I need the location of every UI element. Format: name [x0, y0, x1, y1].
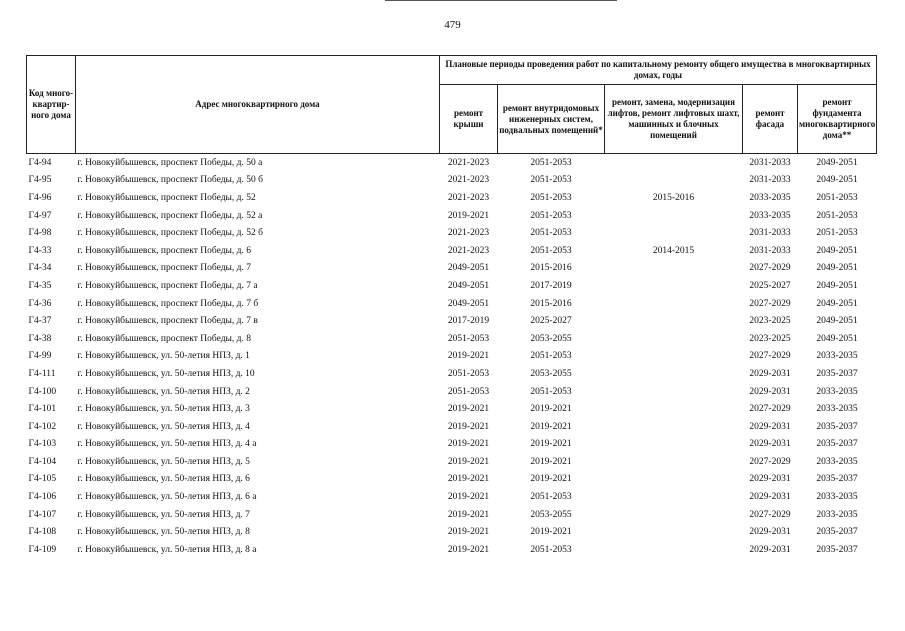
cell-code: Г4-106 — [28, 492, 57, 503]
cell-address: г. Новокуйбышевск, ул. 50-летия НПЗ, д. 6 а — [77, 492, 257, 503]
cell-elevators — [605, 295, 743, 313]
cell-roof: 2019-2021 — [447, 492, 490, 503]
cell-foundation: 2035-2037 — [816, 527, 858, 538]
cell-elevators: 2014-2015 — [652, 245, 695, 256]
cell-elevators — [605, 348, 743, 366]
cell-facade: 2027-2029 — [749, 456, 791, 467]
cell-roof: 2019-2021 — [447, 210, 490, 221]
header-periods-group: Плановые периоды проведения работ по капитальному ремонту общего имущества в многоквартирных домах, годы — [440, 56, 877, 85]
cell-facade: 2029-2031 — [749, 474, 791, 485]
cell-foundation: 2051-2053 — [816, 228, 858, 239]
cell-engineering: 2051-2053 — [530, 192, 572, 203]
cell-roof: 2021-2023 — [447, 228, 490, 239]
cell-address: г. Новокуйбышевск, проспект Победы, д. 50 б — [77, 175, 263, 186]
cell-address: г. Новокуйбышевск, проспект Победы, д. 52 б — [77, 228, 263, 239]
cell-engineering: 2051-2053 — [530, 210, 572, 221]
cell-roof: 2021-2023 — [447, 245, 490, 256]
cell-roof: 2049-2051 — [447, 263, 490, 274]
cell-roof: 2019-2021 — [447, 421, 490, 432]
cell-elevators — [605, 488, 743, 506]
cell-facade: 2029-2031 — [749, 544, 791, 555]
cell-elevators — [605, 436, 743, 454]
cell-foundation: 2035-2037 — [816, 368, 858, 379]
cell-code: Г4-103 — [28, 439, 57, 450]
table-row — [27, 260, 877, 278]
cell-engineering: 2051-2053 — [530, 175, 572, 186]
cell-roof: 2019-2021 — [447, 544, 490, 555]
cell-facade: 2027-2029 — [749, 298, 791, 309]
cell-engineering: 2015-2016 — [530, 263, 572, 274]
cell-foundation: 2035-2037 — [816, 439, 858, 450]
cell-code: Г4-96 — [28, 192, 52, 203]
cell-roof: 2021-2023 — [447, 192, 490, 203]
cell-address: г. Новокуйбышевск, проспект Победы, д. 7 б — [77, 298, 259, 309]
cell-roof: 2019-2021 — [447, 404, 490, 415]
table-row — [27, 383, 877, 401]
cell-roof: 2049-2051 — [447, 298, 490, 309]
table-row — [27, 172, 877, 190]
cell-address: г. Новокуйбышевск, ул. 50-летия НПЗ, д. 4 а — [77, 439, 257, 450]
table-row — [27, 436, 877, 454]
cell-address: г. Новокуйбышевск, ул. 50-летия НПЗ, д. 2 — [77, 386, 250, 397]
cell-roof: 2019-2021 — [447, 474, 490, 485]
cell-elevators — [605, 224, 743, 242]
cell-address: г. Новокуйбышевск, ул. 50-летия НПЗ, д. 10 — [77, 368, 255, 379]
cell-elevators — [605, 312, 743, 330]
cell-foundation: 2033-2035 — [816, 386, 858, 397]
cell-engineering: 2051-2053 — [498, 154, 605, 172]
cell-code: Г4-95 — [28, 175, 52, 186]
cell-roof: 2051-2053 — [447, 386, 490, 397]
cell-engineering: 2019-2021 — [530, 474, 572, 485]
cell-elevators — [605, 260, 743, 278]
table-row — [27, 365, 877, 383]
cell-facade: 2031-2033 — [749, 245, 791, 256]
header-roof: ремонт крыши — [440, 85, 498, 154]
cell-engineering: 2053-2055 — [530, 509, 572, 520]
cell-code: Г4-37 — [28, 316, 52, 327]
table-body — [27, 154, 877, 559]
cell-elevators — [605, 383, 743, 401]
cell-roof: 2019-2021 — [447, 456, 490, 467]
cell-engineering: 2025-2027 — [530, 316, 572, 327]
cell-facade: 2031-2033 — [749, 228, 791, 239]
table-row — [27, 453, 877, 471]
cell-engineering: 2017-2019 — [530, 280, 572, 291]
cell-facade: 2029-2031 — [749, 421, 791, 432]
table-row — [27, 523, 877, 541]
cell-address: г. Новокуйбышевск, проспект Победы, д. 8 — [77, 333, 251, 344]
cell-elevators — [605, 453, 743, 471]
cell-roof: 2051-2053 — [447, 333, 490, 344]
table-row — [27, 189, 877, 207]
cell-code: Г4-107 — [28, 509, 57, 520]
header-address: Адрес многоквартирного дома — [76, 56, 440, 154]
table-row — [27, 541, 877, 559]
cell-elevators — [605, 506, 743, 524]
cell-code: Г4-99 — [28, 351, 52, 362]
cell-foundation: 2049-2051 — [816, 175, 858, 186]
cell-code: Г4-100 — [28, 386, 57, 397]
cell-foundation: 2049-2051 — [816, 245, 858, 256]
cell-address: г. Новокуйбышевск, ул. 50-летия НПЗ, д. 1 — [77, 351, 250, 362]
cell-address: г. Новокуйбышевск, проспект Победы, д. 7 а — [77, 280, 258, 291]
cell-roof: 2051-2053 — [447, 368, 490, 379]
cell-roof: 2019-2021 — [447, 509, 490, 520]
cell-code: Г4-33 — [28, 245, 52, 256]
header-code: Код много-квартир-ного дома — [27, 56, 76, 154]
cell-engineering: 2051-2053 — [530, 544, 572, 555]
cell-engineering: 2053-2055 — [530, 368, 572, 379]
header-engineering: ремонт внутридомовых инженерных систем, подвальных помещений* — [498, 85, 605, 154]
cell-roof: 2019-2021 — [447, 439, 490, 450]
cell-code: Г4-105 — [28, 474, 57, 485]
table-row — [27, 295, 877, 313]
table-row — [27, 471, 877, 489]
cell-engineering: 2019-2021 — [530, 404, 572, 415]
cell-address: г. Новокуйбышевск, ул. 50-летия НПЗ, д. 6 — [77, 474, 250, 485]
cell-address: г. Новокуйбышевск, ул. 50-летия НПЗ, д. 3 — [77, 404, 250, 415]
cell-facade: 2025-2027 — [749, 280, 791, 291]
cell-facade: 2029-2031 — [749, 492, 791, 503]
cell-engineering: 2019-2021 — [530, 439, 572, 450]
table-row — [27, 488, 877, 506]
cell-engineering: 2051-2053 — [530, 386, 572, 397]
cell-foundation: 2033-2035 — [816, 404, 858, 415]
table-row — [27, 154, 877, 172]
cell-roof: 2017-2019 — [447, 316, 490, 327]
header-elevators: ремонт, замена, модернизация лифтов, ремонт лифтовых шахт, машинных и блочных помещений — [605, 85, 743, 154]
cell-code: Г4-111 — [28, 368, 56, 379]
cell-address: г. Новокуйбышевск, ул. 50-летия НПЗ, д. 5 — [77, 456, 250, 467]
cell-foundation: 2033-2035 — [816, 351, 858, 362]
cell-foundation: 2049-2051 — [816, 298, 858, 309]
cell-elevators — [605, 154, 743, 172]
cell-code: Г4-38 — [28, 333, 52, 344]
cell-code: Г4-35 — [28, 280, 52, 291]
cell-foundation: 2051-2053 — [816, 192, 858, 203]
cell-facade: 2029-2031 — [749, 527, 791, 538]
cell-elevators — [605, 523, 743, 541]
header-foundation: ремонт фундамента многоквартирного дома** — [798, 85, 877, 154]
top-rule — [385, 0, 617, 1]
table-row — [27, 400, 877, 418]
cell-address: г. Новокуйбышевск, проспект Победы, д. 7 — [77, 263, 251, 274]
cell-engineering: 2019-2021 — [530, 456, 572, 467]
cell-facade: 2031-2033 — [749, 175, 791, 186]
cell-foundation: 2049-2051 — [816, 316, 858, 327]
cell-engineering: 2051-2053 — [530, 228, 572, 239]
table-row — [27, 418, 877, 436]
cell-code: Г4-97 — [28, 210, 52, 221]
cell-facade: 2027-2029 — [749, 263, 791, 274]
cell-code: Г4-34 — [28, 263, 52, 274]
cell-foundation: 2049-2051 — [816, 263, 858, 274]
cell-foundation: 2035-2037 — [816, 544, 858, 555]
cell-code: Г4-36 — [28, 298, 52, 309]
cell-facade: 2033-2035 — [749, 210, 791, 221]
cell-elevators — [605, 541, 743, 559]
cell-foundation: 2051-2053 — [816, 210, 858, 221]
cell-facade: 2029-2031 — [749, 386, 791, 397]
cell-foundation: 2033-2035 — [816, 492, 858, 503]
cell-address: г. Новокуйбышевск, проспект Победы, д. 50 а — [76, 154, 440, 172]
cell-roof: 2049-2051 — [447, 280, 490, 291]
table-row — [27, 348, 877, 366]
cell-address: г. Новокуйбышевск, проспект Победы, д. 6 — [77, 245, 251, 256]
capital-repair-table — [26, 55, 877, 559]
cell-address: г. Новокуйбышевск, ул. 50-летия НПЗ, д. 8 — [77, 527, 250, 538]
cell-address: г. Новокуйбышевск, проспект Победы, д. 7 в — [77, 316, 258, 327]
cell-elevators — [605, 400, 743, 418]
cell-facade: 2027-2029 — [749, 351, 791, 362]
cell-address: г. Новокуйбышевск, проспект Победы, д. 52 — [77, 192, 256, 203]
table-row — [27, 506, 877, 524]
cell-foundation: 2033-2035 — [816, 456, 858, 467]
table-row — [27, 224, 877, 242]
cell-foundation: 2049-2051 — [816, 333, 858, 344]
cell-engineering: 2019-2021 — [530, 527, 572, 538]
table-row — [27, 242, 877, 260]
cell-engineering: 2015-2016 — [530, 298, 572, 309]
cell-facade: 2031-2033 — [743, 154, 798, 172]
cell-code: Г4-104 — [28, 456, 57, 467]
cell-facade: 2027-2029 — [749, 509, 791, 520]
cell-elevators: 2015-2016 — [652, 192, 695, 203]
cell-address: г. Новокуйбышевск, ул. 50-летия НПЗ, д. 4 — [77, 421, 250, 432]
cell-foundation: 2049-2051 — [798, 154, 877, 172]
cell-roof: 2021-2023 — [447, 175, 490, 186]
table-row — [27, 207, 877, 225]
cell-facade: 2027-2029 — [749, 404, 791, 415]
cell-engineering: 2051-2053 — [530, 351, 572, 362]
cell-engineering: 2051-2053 — [530, 492, 572, 503]
cell-elevators — [605, 207, 743, 225]
cell-facade: 2033-2035 — [749, 192, 791, 203]
cell-address: г. Новокуйбышевск, проспект Победы, д. 52 а — [77, 210, 263, 221]
cell-engineering: 2019-2021 — [530, 421, 572, 432]
cell-code: Г4-102 — [28, 421, 57, 432]
cell-elevators — [605, 277, 743, 295]
cell-foundation: 2035-2037 — [816, 421, 858, 432]
cell-foundation: 2033-2035 — [816, 509, 858, 520]
cell-elevators — [605, 172, 743, 190]
cell-facade: 2023-2025 — [749, 333, 791, 344]
cell-elevators — [605, 330, 743, 348]
cell-facade: 2023-2025 — [749, 316, 791, 327]
cell-code: Г4-94 — [27, 154, 76, 172]
cell-address: г. Новокуйбышевск, ул. 50-летия НПЗ, д. 8 а — [77, 544, 257, 555]
cell-code: Г4-101 — [28, 404, 57, 415]
table-row — [27, 312, 877, 330]
cell-code: Г4-98 — [28, 228, 52, 239]
cell-roof: 2019-2021 — [447, 527, 490, 538]
header-facade: ремонт фасада — [743, 85, 798, 154]
cell-elevators — [605, 365, 743, 383]
cell-address: г. Новокуйбышевск, ул. 50-летия НПЗ, д. 7 — [77, 509, 250, 520]
cell-foundation: 2035-2037 — [816, 474, 858, 485]
cell-foundation: 2049-2051 — [816, 280, 858, 291]
cell-roof: 2021-2023 — [440, 154, 498, 172]
cell-engineering: 2051-2053 — [530, 245, 572, 256]
cell-elevators — [605, 418, 743, 436]
cell-engineering: 2053-2055 — [530, 333, 572, 344]
cell-facade: 2029-2031 — [749, 368, 791, 379]
cell-code: Г4-109 — [28, 544, 57, 555]
cell-code: Г4-108 — [28, 527, 57, 538]
cell-facade: 2029-2031 — [749, 439, 791, 450]
table-row — [27, 330, 877, 348]
page-number: 479 — [444, 19, 461, 31]
table-row — [27, 277, 877, 295]
cell-roof: 2019-2021 — [447, 351, 490, 362]
cell-elevators — [605, 471, 743, 489]
